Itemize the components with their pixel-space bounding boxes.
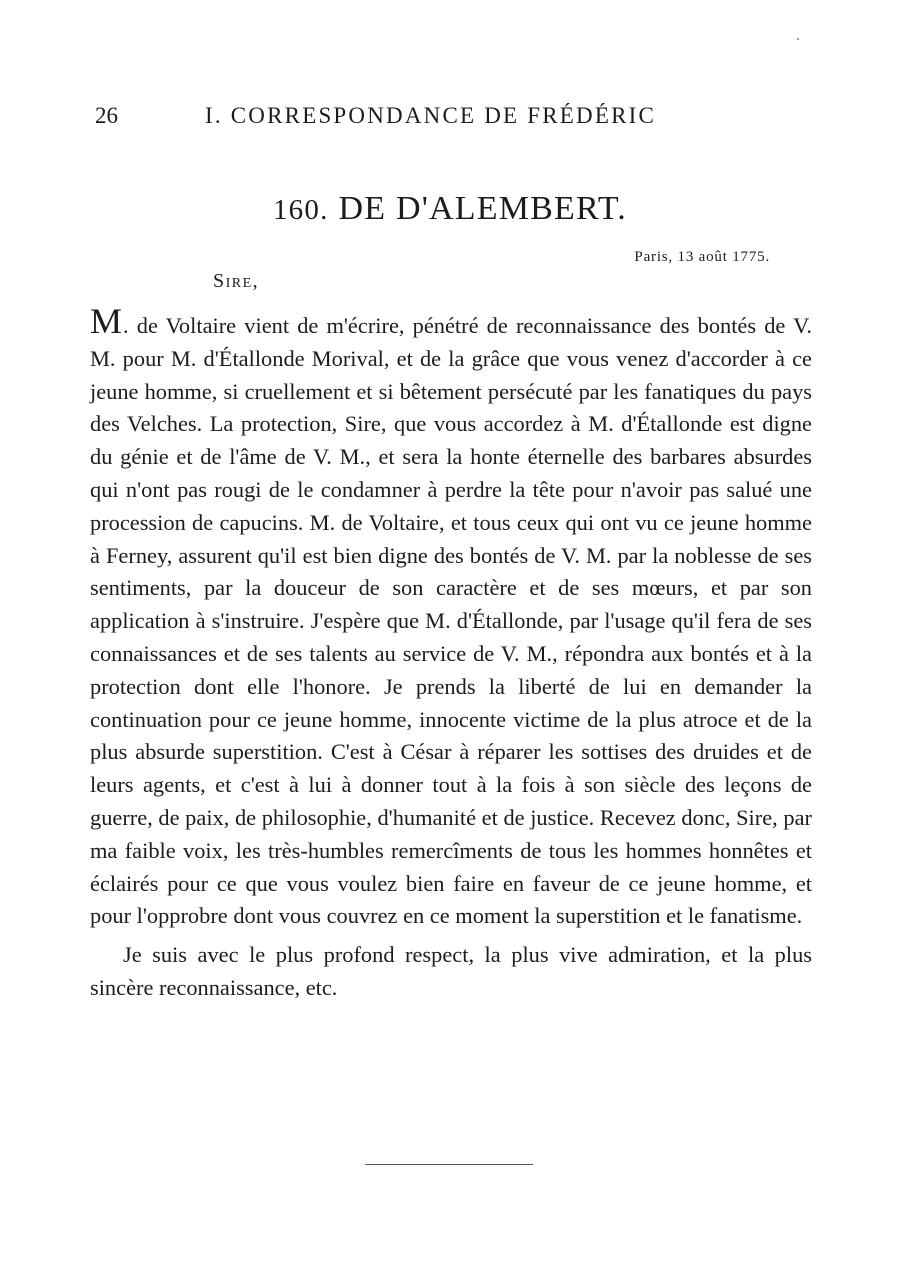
dateline: Paris, 13 août 1775. — [634, 249, 770, 265]
body-text: . de Voltaire vient de m'écrire, pénétré de reconnaissance des bontés de V. M. pour M. d'Étallonde Morival, et de la grâce que vous venez d'accorder à ce jeune homme, si cruellement et si bêtement persécuté par les fanatiques du pays des Velches. La protection, Sire, que vous accordez à M. d'Étallonde est digne du génie et de l'âme de V. M., et sera la honte éternelle des barbares absurdes qui n'ont pas rougi de le condamner à perdre la tête pour n'avoir pas salué une procession de capucins. M. de Voltaire, et tous ceux qui ont vu ce jeune homme à Ferney, assurent qu'il est bien digne des bontés de V. M. par la noblesse de ses sentiments, par la douceur de son caractère et de ses mœurs, et par son application à s'instruire. J'espère que M. d'Étallonde, par l'usage qu'il fera de ses connaissances et de ses talents au service de V. M., répondra aux bontés et à la protection dont elle l'honore. Je prends la liberté de lui en demander la continuation pour ce jeune homme, innocente victime de la plus atroce et de la plus absurde superstition. C'est à César à réparer les sottises des druides et de leurs agents, et c'est à lui à donner tout à la fois à son siècle des leçons de guerre, de paix, de philosophie, d'humanité et de justice. Recevez donc, Sire, par ma faible voix, les très-humbles remercîments de tous les hommes honnêtes et éclairés pour ce que vous voulez bien faire en faveur de ce jeune homme, et pour l'opprobre dont vous couvrez en ce moment la superstition et le fanatisme. — [90, 313, 812, 929]
letter-body — [90, 301, 812, 1005]
letter-number: 160. — [272, 194, 329, 226]
drop-cap: M — [90, 301, 123, 341]
scan-speck — [797, 38, 799, 40]
page-header — [95, 103, 815, 133]
salutation: Sire, — [213, 270, 260, 292]
running-title: I. CORRESPONDANCE DE FRÉDÉRIC — [205, 103, 657, 128]
end-rule — [365, 1164, 533, 1165]
letter-heading — [0, 190, 900, 228]
closing-paragraph: Je suis avec le plus profond respect, la plus vive admiration, et la plus sincère reconnaissance, etc. — [90, 942, 812, 1000]
body-paragraph — [90, 301, 812, 933]
page-number: 26 — [95, 103, 118, 128]
letter-title: DE D'ALEMBERT. — [338, 190, 627, 227]
